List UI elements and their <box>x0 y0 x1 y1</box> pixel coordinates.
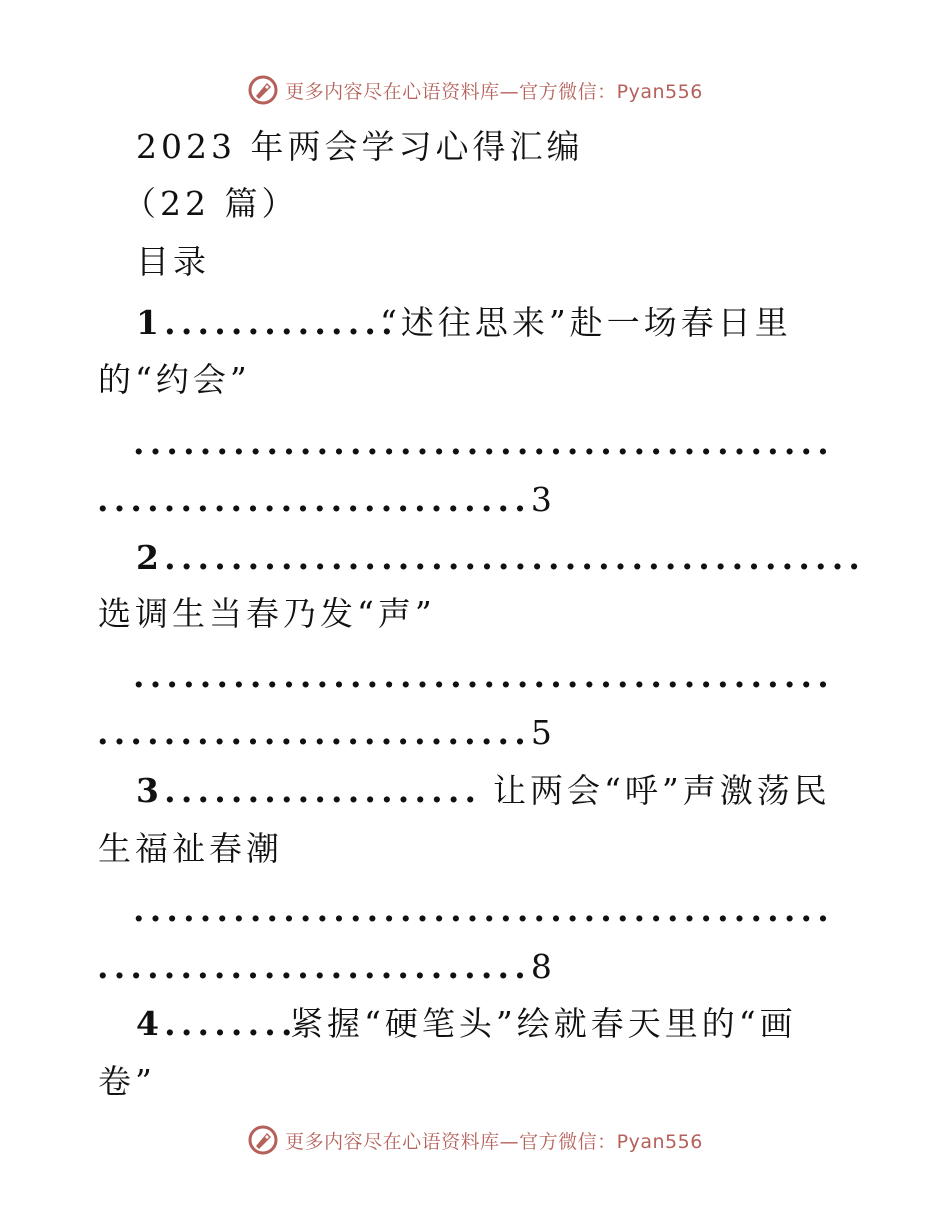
toc-leader-dots: ..........................3 <box>97 480 552 519</box>
watermark-text: 更多内容尽在心语资料库—官方微信：Pyan556 <box>285 1130 703 1153</box>
watermark-text: 更多内容尽在心语资料库—官方微信：Pyan556 <box>285 80 703 103</box>
toc-page-number: 5 <box>530 713 552 752</box>
toc-entry-number: 1.............. <box>136 303 398 342</box>
toc-entry-title: “述往思来”赴一场春日里 <box>380 303 792 342</box>
toc-entry-number: 2.......................................... <box>136 538 866 577</box>
document-title: 2023 年两会学习心得汇编 <box>136 127 584 166</box>
toc-leader-dots: ..........................8 <box>97 947 552 986</box>
toc-entry-title-cont: 的“约会” <box>98 360 251 399</box>
toc-heading: 目录 <box>136 242 210 281</box>
toc-leader-dots: .......................................... <box>133 656 834 695</box>
toc-entry-title: 紧握“硬笔头”绘就春天里的“画 <box>290 1004 797 1043</box>
toc-entry-title-cont: 生福祉春潮 <box>98 829 283 868</box>
toc-leader-dots: .......................................... <box>133 423 834 462</box>
toc-page-number: 8 <box>530 947 552 986</box>
toc-entry-title-cont: 卷” <box>98 1062 156 1101</box>
toc-leader-dots: .......................................... <box>133 890 834 929</box>
watermark-banner-bottom <box>0 1120 950 1160</box>
pen-nib-circle-icon <box>247 1124 279 1156</box>
toc-leader-dots: ..........................5 <box>97 713 552 752</box>
toc-page-number: 3 <box>530 480 552 519</box>
pen-nib-circle-icon <box>247 74 279 106</box>
toc-entry-number: 3................... <box>136 771 482 810</box>
document-count: （22 篇） <box>123 184 299 223</box>
toc-entry-number: 4........ <box>136 1004 298 1043</box>
toc-entry-title: 让两会“呼”声激荡民 <box>493 771 831 810</box>
watermark-banner-top <box>0 70 950 110</box>
toc-entry-title: 选调生当春乃发“声” <box>98 594 436 633</box>
